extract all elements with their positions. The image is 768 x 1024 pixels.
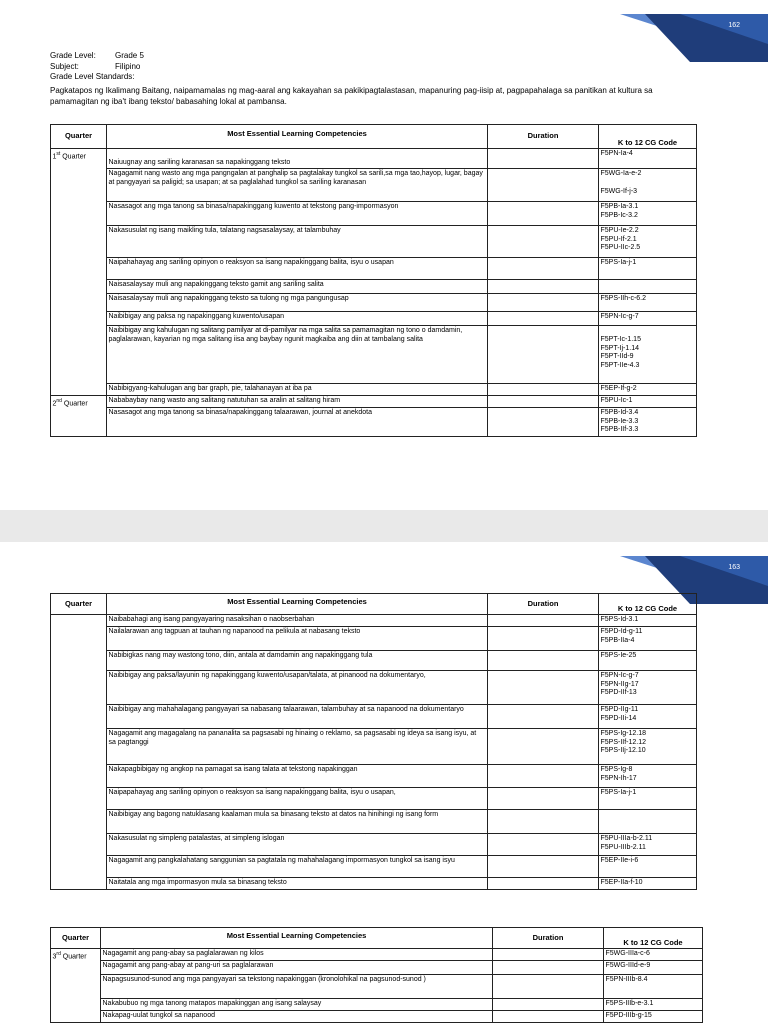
code-cell xyxy=(599,878,697,890)
quarter-suffix: nd xyxy=(56,398,62,404)
quarter-suffix: rd xyxy=(56,951,61,957)
competency-text: Nagagamit nang wasto ang mga pangngalan at panghalip sa pagtalakay tungkol sa sarili,sa mga tao,hayop, lugar, bagay at pangyayari sa paligid; sa usapan; at sa paglalahad tungkol sa sariling karanasan xyxy=(107,169,488,202)
cg-code: F5PD-IIi-14 xyxy=(600,714,637,722)
cg-code: F5PN-Ia-4 xyxy=(600,150,633,157)
header-quarter: Quarter xyxy=(51,594,107,615)
competency-text: Naibibigay ang paksa ng napakinggang kuwento/usapan xyxy=(107,312,488,326)
duration-cell xyxy=(488,878,599,890)
competency-text: Nakapagbibigay ng angkop na pamagat sa isang talata at tekstong napakinggan xyxy=(107,765,488,788)
duration-cell xyxy=(488,169,599,202)
cg-code: F5PS-Ie-25 xyxy=(600,652,637,659)
duration-cell xyxy=(488,312,599,326)
competency-text: Naibibigay ang kahulugan ng salitang pamilyar at di-pamilyar na mga salita sa pamamagitan ng tono o damdamin, paglalarawan, kayarian ng mga salitang iisa ang baybay ngunit magkaiba ang diin at tambalang salita xyxy=(107,326,488,384)
competency-text: Naitatala ang mga impormasyon mula sa binasang teksto xyxy=(107,878,488,890)
header-duration: Duration xyxy=(488,594,599,615)
table-row xyxy=(51,280,697,294)
table-row xyxy=(51,226,697,258)
table-row xyxy=(51,627,697,651)
cg-code: F5PD-IIf-13 xyxy=(600,689,637,696)
subject-label: Subject: xyxy=(50,61,79,71)
cg-code: F5PS-Ia-j-1 xyxy=(600,259,637,266)
cg-code: F5PB-Ic-3.2 xyxy=(600,211,638,219)
header-code: K to 12 CG Code xyxy=(604,928,703,949)
competency-text: Nasasagot ang mga tanong sa binasa/napakinggang kuwento at tekstong pang-impormasyon xyxy=(107,202,488,226)
cg-code: F5PS-Ig-12.18 xyxy=(600,730,647,737)
duration-cell xyxy=(488,627,599,651)
table-row xyxy=(51,149,697,169)
code-cell xyxy=(599,202,697,226)
cg-code: F5PU-Ic-1 xyxy=(600,397,633,404)
table-row xyxy=(51,396,697,408)
competency-text: Naiuugnay ang sariling karanasan sa napakinggang teksto xyxy=(107,149,488,169)
code-cell xyxy=(599,627,697,651)
cg-code: F5PS-IIh-c-6.2 xyxy=(600,295,647,302)
table-row xyxy=(51,729,697,765)
code-cell xyxy=(599,408,697,437)
cg-code: F5EP-If-g-2 xyxy=(600,385,637,392)
grade-label: Grade Level: xyxy=(50,51,96,60)
code-cell xyxy=(599,384,697,396)
cg-code: F5WG-Ia-e-2 xyxy=(600,170,642,177)
cg-code: F5EP-IIa-f-10 xyxy=(600,879,643,886)
cg-code: F5PS-IIj-12.10 xyxy=(600,747,646,754)
competencies-table-2 xyxy=(50,593,697,890)
code-cell xyxy=(599,856,697,878)
duration-cell xyxy=(488,765,599,788)
cg-code: F5PD-IIIb-g-15 xyxy=(605,1011,652,1019)
header-competencies: Most Essential Learning Competencies xyxy=(101,928,493,949)
competency-text: Nabibigkas nang may wastong tono, diin, antala at damdamin ang napakinggang tula xyxy=(107,651,488,671)
quarter-cell xyxy=(51,949,101,1023)
cg-code: F5PB-IIf-3.3 xyxy=(600,426,639,433)
header-code: K to 12 CG Code xyxy=(599,594,697,615)
duration-cell xyxy=(488,729,599,765)
duration-cell xyxy=(488,294,599,312)
table-row xyxy=(51,169,697,202)
competency-text: Naibibigay ang paksa/layunin ng napakinggang kuwento/usapan/talata, at pinanood na dokumentaryo, xyxy=(107,671,488,705)
duration-cell xyxy=(488,226,599,258)
code-cell xyxy=(599,705,697,729)
table-row xyxy=(51,810,697,834)
code-cell xyxy=(599,729,697,765)
cg-code: F5PU-IIIb-2.11 xyxy=(600,843,646,851)
competency-text: Napagsusunod-sunod ang mga pangyayari sa tekstong napakinggan (kronolohikal na pagsunod-sunod ) xyxy=(101,974,493,998)
table-row xyxy=(51,834,697,856)
competency-text: Nakabubuo ng mga tanong matapos mapakinggan ang isang salaysay xyxy=(101,998,493,1010)
competency-text: Nagagamit ang pang-abay sa paglalarawan ng kilos xyxy=(101,949,493,961)
cg-code: F5PT-IId-9 xyxy=(600,353,634,360)
document-info xyxy=(50,51,144,83)
duration-cell xyxy=(488,149,599,169)
code-cell xyxy=(599,834,697,856)
code-cell xyxy=(599,651,697,671)
table-row xyxy=(51,705,697,729)
duration-cell xyxy=(488,258,599,280)
code-cell xyxy=(604,974,703,998)
cg-code: F5PT-Ic-1.15 xyxy=(600,336,641,343)
code-cell xyxy=(599,294,697,312)
cg-code: F5PD-Id-g-11 xyxy=(600,628,643,635)
code-cell xyxy=(604,1010,703,1022)
duration-cell xyxy=(488,705,599,729)
competency-text: Naipapahayag ang sariling opinyon o reaksyon sa isang napakinggang balita, isyu o usapan, xyxy=(107,788,488,810)
competency-text: Naibabahagi ang isang pangyayaring nasaksihan o naobserbahan xyxy=(107,615,488,627)
header-quarter: Quarter xyxy=(51,125,107,149)
cg-code: F5PB-Id-3.4 xyxy=(600,409,639,416)
competencies-table-1 xyxy=(50,124,697,437)
page-number: 163 xyxy=(728,564,740,571)
duration-cell xyxy=(488,651,599,671)
cg-code: F5WG-IIIa-c-6 xyxy=(605,950,650,957)
duration-cell xyxy=(488,202,599,226)
cg-code: F5WG-If-j-3 xyxy=(600,187,638,195)
code-cell xyxy=(599,280,697,294)
competency-text: Nailalarawan ang tagpuan at tauhan ng napanood na pelikula at nabasang teksto xyxy=(107,627,488,651)
code-cell xyxy=(604,949,703,961)
competency-text: Nakasusulat ng simpleng patalastas, at simpleng islogan xyxy=(107,834,488,856)
code-cell xyxy=(599,671,697,705)
competency-text: Nagagamit ang pangkalahatang sanggunian sa pagtatala ng mahahalagang impormasyon tungkol sa isang isyu xyxy=(107,856,488,878)
header-quarter: Quarter xyxy=(51,928,101,949)
table-row xyxy=(51,1010,703,1022)
standards-label: Grade Level Standards: xyxy=(50,72,135,81)
table-row xyxy=(51,949,703,961)
code-cell xyxy=(599,810,697,834)
duration-cell xyxy=(488,384,599,396)
table-header-row xyxy=(51,125,697,149)
quarter-word: Quarter xyxy=(60,153,86,161)
code-cell xyxy=(599,396,697,408)
cg-code: F5PB-Ia-3.1 xyxy=(600,203,639,210)
table-header-row xyxy=(51,594,697,615)
page-corner-decoration xyxy=(620,14,768,62)
document-page-1 xyxy=(0,0,768,510)
code-cell xyxy=(599,149,697,169)
header-duration: Duration xyxy=(488,125,599,149)
table-header-row xyxy=(51,928,703,949)
table-row xyxy=(51,615,697,627)
code-cell xyxy=(599,226,697,258)
cg-code: F5PS-IIIb-e-3.1 xyxy=(605,999,654,1007)
duration-cell xyxy=(488,810,599,834)
table-row xyxy=(51,408,697,437)
cg-code: F5PD-IIg-11 xyxy=(600,706,639,713)
duration-cell xyxy=(488,834,599,856)
code-cell xyxy=(599,326,697,384)
code-cell xyxy=(599,258,697,280)
competency-text: Nabibigyang-kahulugan ang bar graph, pie, talahanayan at iba pa xyxy=(107,384,488,396)
quarter-word: Quarter xyxy=(61,400,88,408)
duration-cell xyxy=(493,998,604,1010)
code-cell xyxy=(599,169,697,202)
table-row xyxy=(51,765,697,788)
header-competencies: Most Essential Learning Competencies xyxy=(107,594,488,615)
duration-cell xyxy=(488,856,599,878)
duration-cell xyxy=(488,788,599,810)
cg-code: F5PN-IIg-17 xyxy=(600,680,639,688)
table-row xyxy=(51,258,697,280)
table-row xyxy=(51,974,703,998)
competencies-table-3 xyxy=(50,927,703,1023)
cg-code: F5PT-IIe-4.3 xyxy=(600,361,640,369)
quarter-word: Quarter xyxy=(60,953,87,961)
header-duration: Duration xyxy=(493,928,604,949)
code-cell xyxy=(604,998,703,1010)
quarter-cell xyxy=(51,396,107,437)
subject-value: Filipino xyxy=(115,61,141,71)
header-competencies: Most Essential Learning Competencies xyxy=(107,125,488,149)
quarter-cell xyxy=(51,149,107,396)
cg-code: F5PS-Ig-8 xyxy=(600,766,633,773)
duration-cell xyxy=(488,671,599,705)
competency-text: Nagagamit ang pang-abay at pang-uri sa paglalarawan xyxy=(101,960,493,974)
competency-text: Naisasalaysay muli ang napakinggang teksto sa tulong ng mga pangungusap xyxy=(107,294,488,312)
cg-code: F5PS-Ia-j-1 xyxy=(600,789,637,796)
table-row xyxy=(51,294,697,312)
competency-text: Nagagamit ang magagalang na pananalita sa pagsasabi ng hinaing o reklamo, sa pagsasabi ng ideya sa isang isyu, at sa pagtanggi xyxy=(107,729,488,765)
quarter-number: 3 xyxy=(52,953,57,961)
competency-text: Nakapag-uulat tungkol sa napanood xyxy=(101,1010,493,1022)
competency-text: Naibibigay ang mahahalagang pangyayari sa nabasang talaarawan, talambuhay at sa napanood na dokumentaryo xyxy=(107,705,488,729)
grade-value: Grade 5 xyxy=(115,51,144,60)
table-row xyxy=(51,960,703,974)
duration-cell xyxy=(488,326,599,384)
cg-code: F5PN-Ic-g-7 xyxy=(600,313,639,320)
code-cell xyxy=(599,615,697,627)
cg-code: F5PU-IIIa-b-2.11 xyxy=(600,835,653,842)
table-row xyxy=(51,202,697,226)
quarter-cell xyxy=(51,615,107,890)
page-number: 162 xyxy=(728,22,740,29)
quarter-number: 1 xyxy=(52,153,57,161)
cg-code: F5PN-IIIb-8.4 xyxy=(605,975,648,983)
duration-cell xyxy=(493,974,604,998)
code-cell xyxy=(599,765,697,788)
cg-code: F5PS-IIf-12.12 xyxy=(600,738,647,746)
cg-code: F5PT-Ij-1.14 xyxy=(600,344,640,352)
cg-code: F5PU-IIc-2.5 xyxy=(600,244,641,251)
table-row xyxy=(51,651,697,671)
competency-text: Naisasalaysay muli ang napakinggang teksto gamit ang sariling salita xyxy=(107,280,488,294)
competency-text: Naipahahayag ang sariling opinyon o reaksyon sa isang napakinggang balita, isyu o usapan xyxy=(107,258,488,280)
cg-code: F5PB-IIa-4 xyxy=(600,636,635,644)
table-row xyxy=(51,878,697,890)
cg-code: F5EP-IIe-i-6 xyxy=(600,857,639,864)
standards-text: Pagkatapos ng Ikalimang Baitang, naipamamalas ng mag-aaral ang kakayahan sa pakikipagtalastasan, mapanuring pag-iisip at, pagpapahalaga sa panitikan at kultura sa pamamagitan ng iba't ibang teksto/ babasahing lokal at pambansa. xyxy=(50,86,653,106)
cg-code: F5PN-Ic-g-7 xyxy=(600,672,639,679)
competency-text: Nababaybay nang wasto ang salitang natutuhan sa aralin at salitang hiram xyxy=(107,396,488,408)
table-row xyxy=(51,788,697,810)
duration-cell xyxy=(488,615,599,627)
competency-text: Nasasagot ang mga tanong sa binasa/napakinggang talaarawan, journal at anekdota xyxy=(107,408,488,437)
table-row xyxy=(51,326,697,384)
duration-cell xyxy=(493,1010,604,1022)
code-cell xyxy=(604,960,703,974)
cg-code: F5PN-Ih-17 xyxy=(600,774,637,782)
table-row xyxy=(51,856,697,878)
quarter-suffix: st xyxy=(56,151,61,157)
duration-cell xyxy=(488,396,599,408)
cg-code: F5PU-Ie-2.2 xyxy=(600,227,639,234)
duration-cell xyxy=(493,949,604,961)
cg-code: F5PU-If-2.1 xyxy=(600,235,637,243)
table-row xyxy=(51,312,697,326)
duration-cell xyxy=(493,960,604,974)
cg-code: F5PB-Ie-3.3 xyxy=(600,417,639,425)
competency-text: Nakasusulat ng isang maikling tula, talatang nagsasalaysay, at talambuhay xyxy=(107,226,488,258)
table-row xyxy=(51,998,703,1010)
quarter-number: 2 xyxy=(52,400,57,408)
code-cell xyxy=(599,312,697,326)
duration-cell xyxy=(488,408,599,437)
table-row xyxy=(51,671,697,705)
competency-text: Naibibigay ang bagong natuklasang kaalaman mula sa binasang teksto at datos na hinihingi ng isang form xyxy=(107,810,488,834)
table-row xyxy=(51,384,697,396)
code-cell xyxy=(599,788,697,810)
cg-code: F5WG-IIId-e-9 xyxy=(605,961,651,969)
cg-code: F5PS-Id-3.1 xyxy=(600,616,639,623)
duration-cell xyxy=(488,280,599,294)
header-code: K to 12 CG Code xyxy=(599,125,697,149)
